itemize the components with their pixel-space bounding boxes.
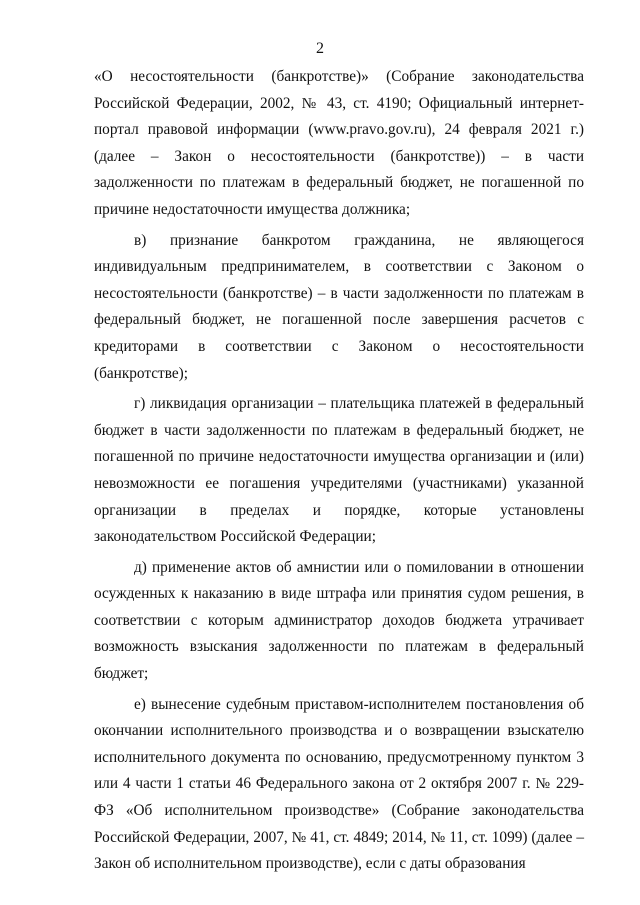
paragraph-item-g: г) ликвидация организации – плательщика платежей в федеральный бюджет в части задолженности по платежам в федеральный бюджет, не погашенной по причине недостаточности имущества организации и (или) невозможности ее погашения учредителями (участниками) указанной организации в пределах и порядке, которые установлены законодательством Российской Федерации; — [94, 395, 584, 546]
paragraph-continuation: «О несостоятельности (банкротстве)» (Собрание законодательства Российской Федерации, 2002, № 43, ст. 4190; Официальный интернет-портал правовой информации (www.pravo.gov.ru), 24 февраля 2021 г.) (далее – Закон о несостоятельности (банкротстве)) – в части задолженности по платежам в федеральный бюджет, не погашенной по причине недостаточности имущества должника; — [94, 68, 584, 218]
page-number: 2 — [316, 40, 324, 57]
document-body — [94, 64, 584, 882]
paragraph-item-e: е) вынесение судебным приставом-исполнителем постановления об окончании исполнительного производства и о возвращении взыскателю исполнительного документа по основанию, предусмотренному пунктом 3 или 4 части 1 статьи 46 Федерального закона от 2 октября 2007 г. № 229-ФЗ «Об исполнительном производстве» (Собрание законодательства Российской Федерации, 2007, № 41, ст. 4849; 2014, № 11, ст. 1099) (далее – Закон об исполнительном производстве), если с даты образования — [94, 695, 584, 873]
paragraph-item-d: д) применение актов об амнистии или о помиловании в отношении осужденных к наказанию в виде штрафа или принятия судом решения, в соответствии с которым администратор доходов бюджета утрачивает возможность взыскания задолженности по платежам в федеральный бюджет; — [94, 558, 584, 683]
paragraph-item-v: в) признание банкротом гражданина, не являющегося индивидуальным предпринимателем, в соответствии с Законом о несостоятельности (банкротстве) – в части задолженности по платежам в федеральный бюджет, не погашенной после завершения расчетов с кредиторами в соответствии с Законом о несостоятельности (банкротстве); — [94, 231, 584, 382]
